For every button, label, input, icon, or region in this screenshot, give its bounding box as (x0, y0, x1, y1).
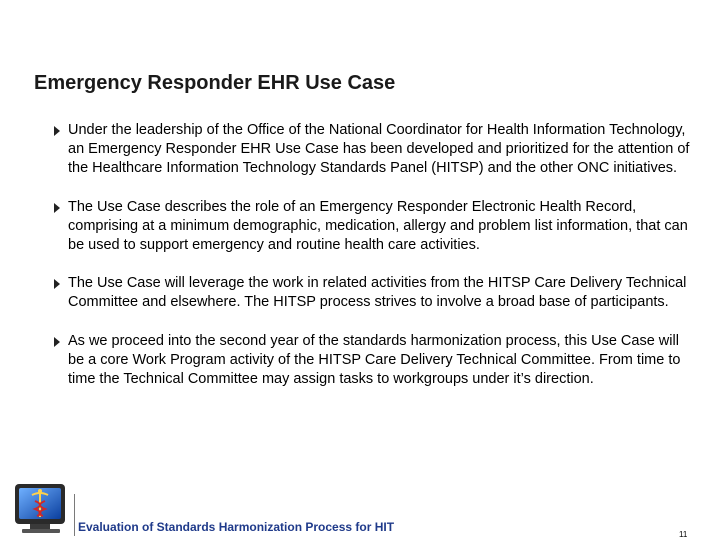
bullet-arrow-icon (54, 337, 60, 347)
footer-divider (74, 494, 75, 536)
bullet-arrow-icon (54, 126, 60, 136)
bullet-text: Under the leadership of the Office of the National Coordinator for Health Information Technology, an Emergency Responder EHR Use Case has been developed and prioritized for the attention of the Healthcare Information Technology Standards Panel (HITSP) and the other ONC initiatives. (68, 122, 690, 177)
bullet-text: The Use Case describes the role of an Emergency Responder Electronic Health Record, comprising at a minimum demographic, medication, allergy and problem list information, that can be used to support emergency and routine health care activities. (68, 198, 688, 254)
bullet-arrow-icon (54, 279, 60, 289)
bullet-item (54, 198, 694, 256)
bullet-arrow-icon (54, 203, 60, 213)
monitor-caduceus-logo-icon (12, 481, 74, 537)
slide-title: Emergency Responder EHR Use Case (34, 72, 396, 94)
bullet-list (54, 121, 694, 389)
bullet-text: As we proceed into the second year of the standards harmonization process, this Use Case will be a core Work Program activity of the HITSP Care Delivery Technical Committee. From time to time the Technical Committee may assign tasks to workgroups under it’s direction. (68, 332, 681, 388)
page-number: 11 (679, 530, 688, 539)
bullet-item (54, 274, 694, 312)
bullet-item (54, 332, 694, 390)
footer-text: Evaluation of Standards Harmonization Process for HIT (78, 520, 395, 534)
bullet-text: The Use Case will leverage the work in related activities from the HITSP Care Delivery Technical Committee and elsewhere. The HITSP process strives to involve a broad base of participants. (68, 275, 687, 311)
bullet-item (54, 121, 694, 179)
